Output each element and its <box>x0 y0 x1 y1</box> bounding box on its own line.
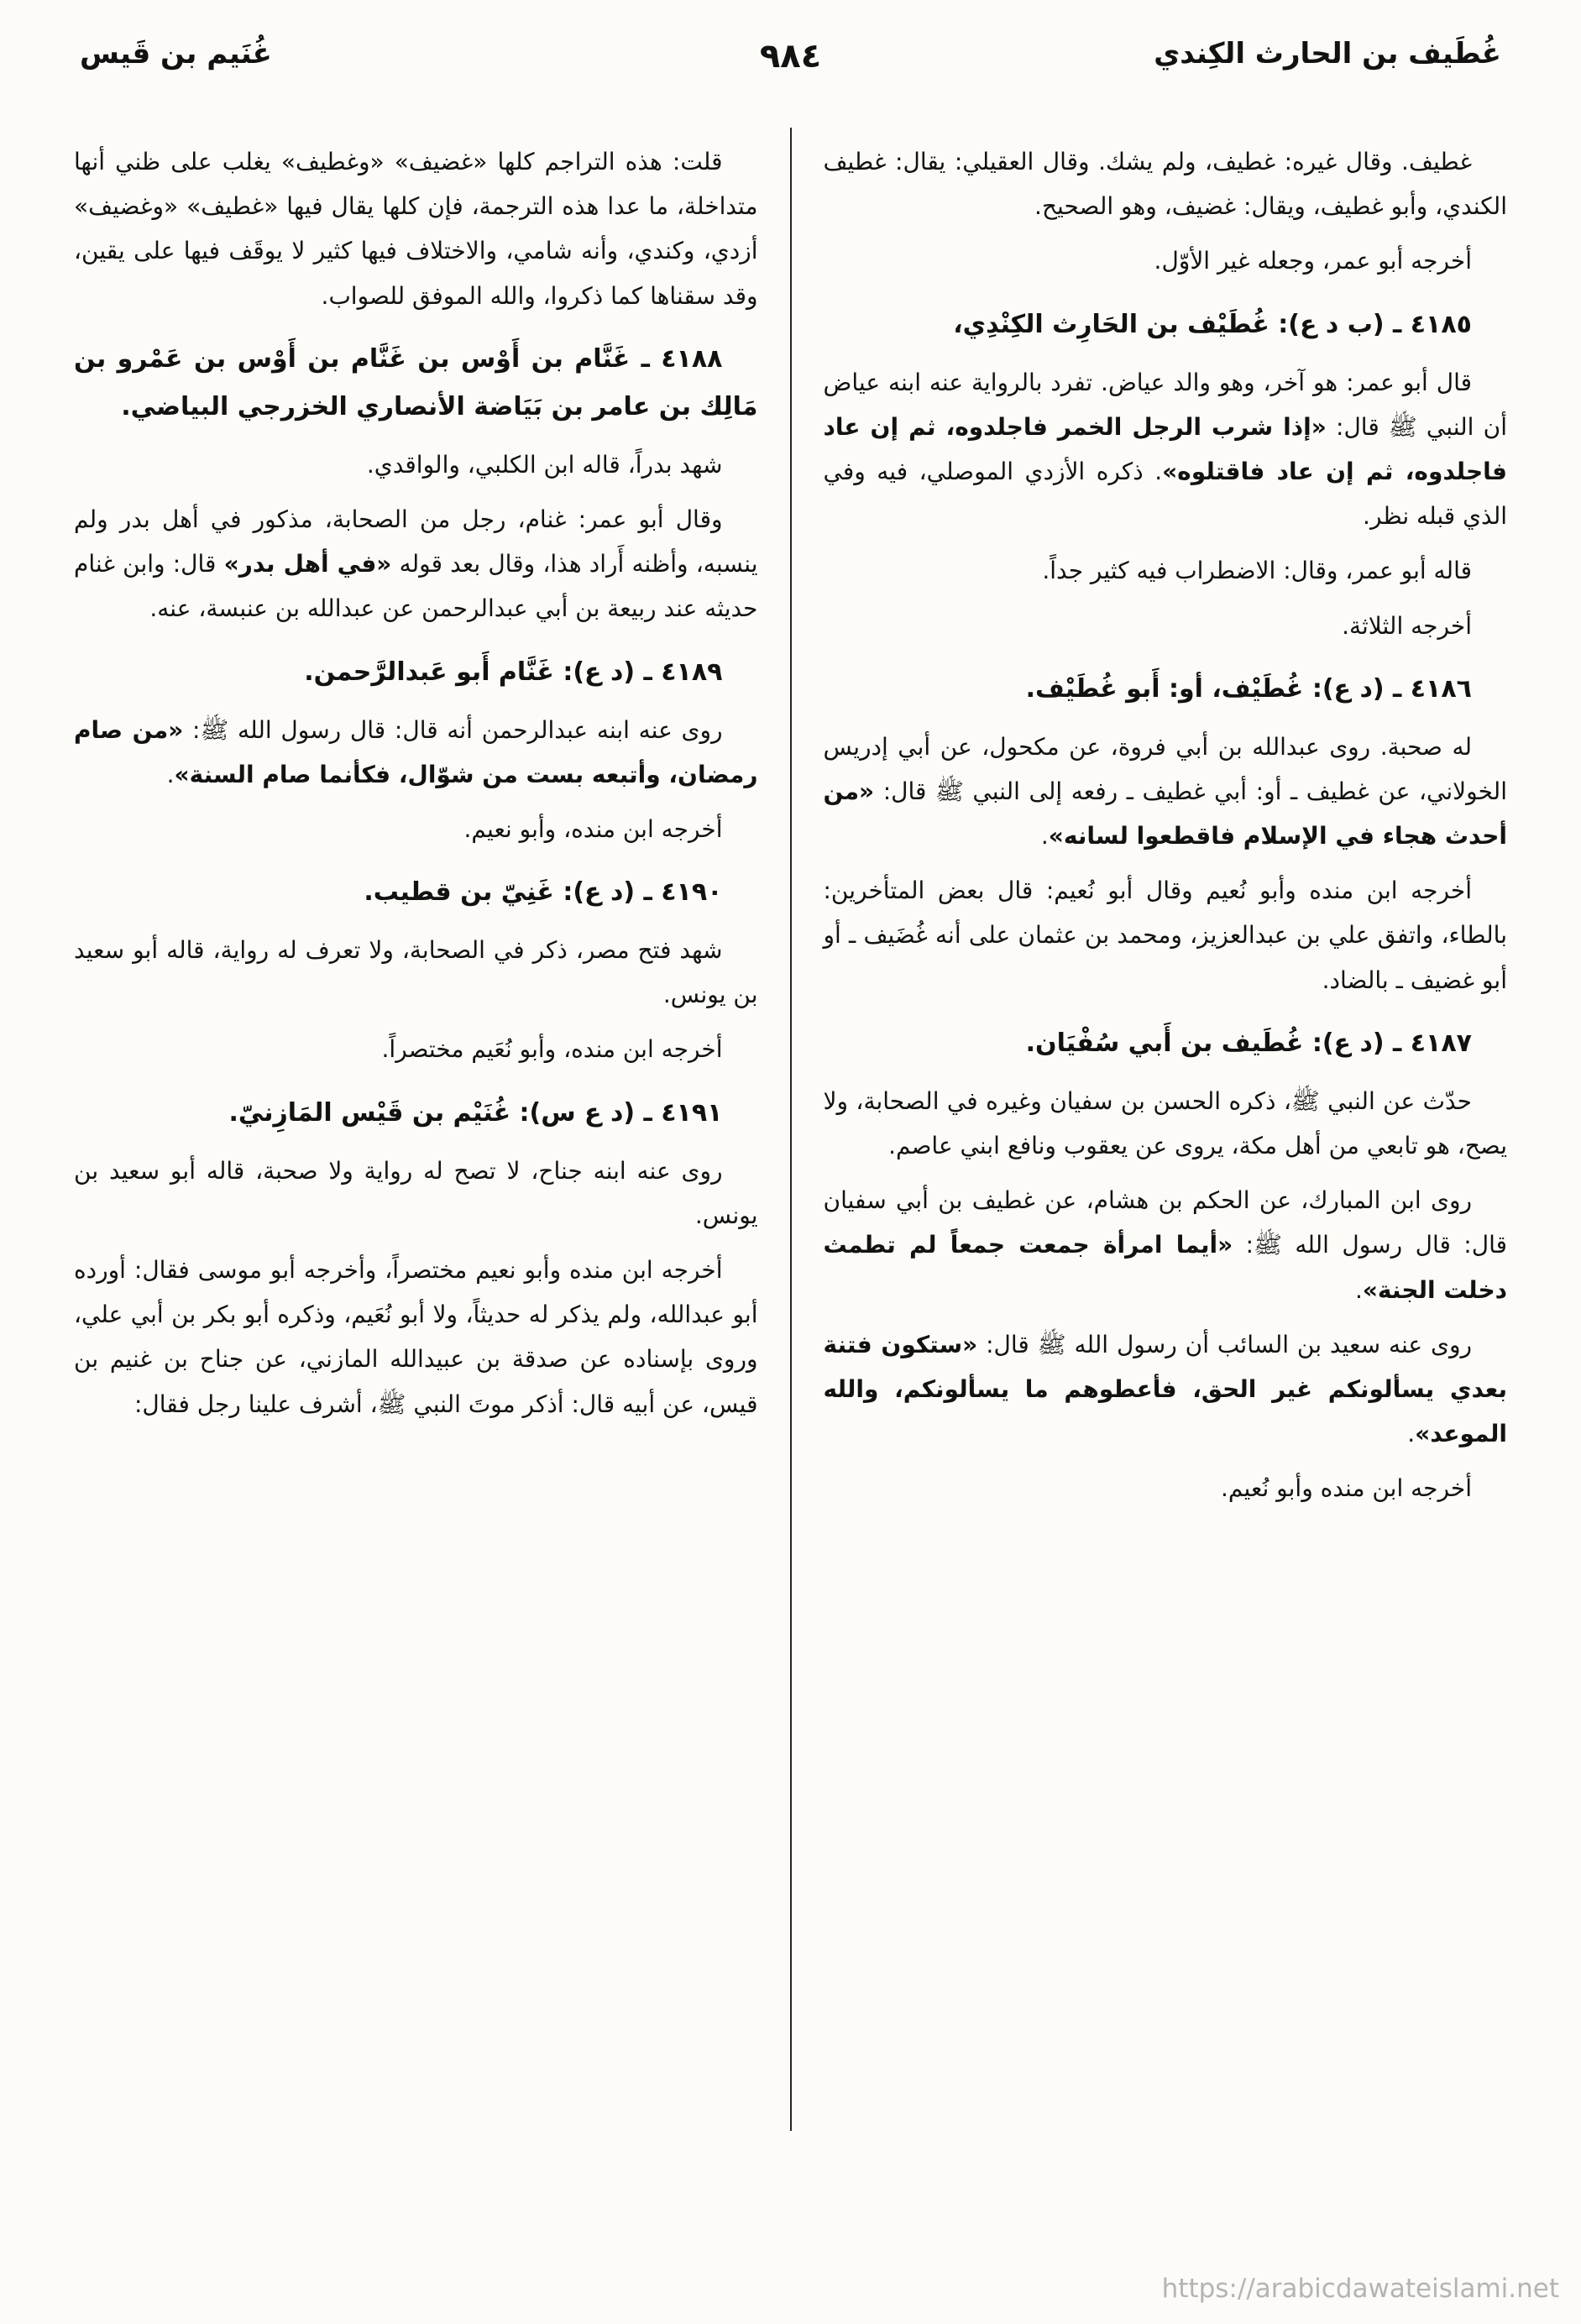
column-divider <box>790 128 792 2131</box>
text-run: روى عنه ابنه عبدالرحمن أنه قال: قال رسول الله ﷺ: <box>183 715 723 744</box>
entry-heading <box>74 648 758 696</box>
text-run: أخرجه ابن منده، وأبو نعيم. <box>463 814 723 843</box>
body-paragraph <box>824 1466 1508 1510</box>
bold-text: ٤١٩٠ ـ (د ع): غَنِيّ بن قطيب. <box>364 877 723 908</box>
text-run: شهد بدراً، قاله ابن الكلبي، والواقدي. <box>366 450 723 479</box>
body-paragraph <box>74 807 758 851</box>
body-paragraph <box>824 1178 1508 1312</box>
text-run: أخرجه ابن منده، وأبو نُعَيم مختصراً. <box>381 1035 723 1064</box>
entry-heading <box>824 1019 1508 1067</box>
page-number: ٩٨٤ <box>759 37 822 76</box>
page-header <box>80 37 1501 76</box>
text-run: . ذكره الأزدي الموصلي، فيه وفي الذي قبله نظر. <box>823 457 1507 531</box>
entry-heading <box>74 1089 758 1137</box>
body-paragraph <box>824 868 1508 1002</box>
entry-heading <box>824 665 1508 713</box>
body-paragraph <box>74 708 758 797</box>
bold-text: «في أهل بدر» <box>223 550 392 578</box>
text-run: روى عنه ابنه جناح، لا تصح له رواية ولا صحبة، قاله أبو سعيد بن يونس. <box>74 1156 758 1229</box>
bold-text: «أيما امرأة جمعت جمعاً لم تطمث دخلت الجنة» <box>823 1231 1507 1304</box>
bold-text: ٤١٩١ ـ (د ع س): غُنَيْم بن قَيْس المَازِنيّ. <box>228 1097 723 1128</box>
entry-heading <box>74 868 758 916</box>
text-run: روى ابن المبارك، عن الحكم بن هشام، عن غطيف بن أبي سفيان قال: قال رسول الله ﷺ: <box>823 1186 1507 1259</box>
body-paragraph <box>74 1149 758 1238</box>
body-paragraph <box>824 139 1508 228</box>
running-title-right: غُطَيف بن الحارث الكِندي <box>1154 37 1501 71</box>
text-run: قال أبو عمر: هو آخر، وهو والد عياض. تفرد بالرواية عنه ابنه عياض أن النبي ﷺ قال: <box>823 368 1507 441</box>
text-run: أخرجه ابن منده وأبو نعيم مختصراً، وأخرجه أبو موسى فقال: أورده أبو عبدالله، ولم يذكر له حديثاً، ولا أبو نُعَيم، وذكره أبو بكر بن أبي علي، وروى بإسناده عن صدقة بن عبيدالله المازني، عن جناح بن غنيم بن قيس، عن أبيه قال: أذكر موتَ النبي ﷺ، أشرف علينا رجل فقال: <box>74 1256 758 1418</box>
column-right <box>792 128 1508 2131</box>
body-paragraph <box>74 497 758 631</box>
body-paragraph <box>824 238 1508 283</box>
text-run: أخرجه الثلاثة. <box>1342 611 1472 640</box>
body-paragraph <box>74 1027 758 1071</box>
text-run: أخرجه ابن منده وأبو نُعيم. <box>1220 1474 1472 1503</box>
text-run: روى عنه سعيد بن السائب أن رسول الله ﷺ قال: <box>977 1330 1472 1358</box>
text-run: قال: وابن غنام حديثه عند ربيعة بن أبي عبدالرحمن عن عبدالله بن عنبسة، عنه. <box>74 550 758 623</box>
text-run: . <box>1040 822 1049 851</box>
running-title-left: غُنَيم بن قَيس <box>80 37 272 71</box>
text-run: قاله أبو عمر، وقال: الاضطراب فيه كثير جداً. <box>1042 557 1472 585</box>
bold-text: ٤١٨٦ ـ (د ع): غُطَيْف، أو: أَبو غُطَيْف. <box>1025 673 1472 704</box>
body-paragraph <box>824 1079 1508 1168</box>
entry-heading <box>824 301 1508 348</box>
text-run: . <box>1354 1275 1363 1304</box>
bold-text: ٤١٨٩ ـ (د ع): غَنَّام أَبو عَبدالرَّحمن. <box>304 657 723 687</box>
text-run: أخرجه أبو عمر، وجعله غير الأوّل. <box>1154 247 1472 275</box>
bold-text: ٤١٨٧ ـ (د ع): غُطَيف بن أَبي سُفْيَان. <box>1025 1028 1472 1058</box>
body-paragraph <box>824 725 1508 859</box>
body-paragraph <box>824 360 1508 539</box>
body-paragraph <box>824 1322 1508 1457</box>
bold-text: «إذا شرب الرجل الخمر فاجلدوه، ثم إن عاد فاجلدوه، ثم إن عاد فاقتلوه» <box>823 412 1507 485</box>
bold-text: «من أحدث هجاء في الإسلام فاقطعوا لسانه» <box>823 777 1507 851</box>
text-run: وقال أبو عمر: غنام، رجل من الصحابة، مذكور في أهل بدر ولم ينسبه، وأظنه أَراد هذا، وقال بعد قوله <box>74 505 758 578</box>
text-columns <box>74 128 1507 2131</box>
body-paragraph <box>74 139 758 318</box>
body-paragraph <box>74 1248 758 1426</box>
text-run: حدّث عن النبي ﷺ، ذكره الحسن بن سفيان وغيره في الصحابة، ولا يصح، هو تابعي من أهل مكة، يروى عن يعقوب ونافع ابني عاصم. <box>823 1086 1507 1159</box>
body-paragraph <box>74 928 758 1017</box>
watermark-url: https://arabicdawateislami.net <box>1161 2274 1559 2304</box>
column-left <box>74 128 790 2131</box>
text-run: شهد فتح مصر، ذكر في الصحابة، ولا تعرف له رواية، قاله أبو سعيد بن يونس. <box>74 936 758 1009</box>
text-run: . <box>1407 1420 1416 1448</box>
text-run: عَمْرو بن مَالِك بن عامر بن بَيَاضة الأنصاري الخزرجي البياضي. <box>74 343 758 421</box>
bold-text: ٤١٨٨ ـ غَنَّام بن أَوْس بن غَنَّام بن أَوْس بن <box>193 343 723 374</box>
bold-text: ٤١٨٥ ـ (ب د ع): غُطَيْف بن الحَارِث الكِنْدِي، <box>953 309 1472 339</box>
text-run: له صحبة. روى عبدالله بن أبي فروة، عن مكحول، عن أبي إدريس الخولاني، عن غطيف ـ أو: أبي غطيف ـ رفعه إلى النبي ﷺ قال: <box>823 732 1507 805</box>
text-run: . <box>166 760 175 788</box>
text-run: قلت: هذه التراجم كلها «غضيف» «وغطيف» يغلب على ظني أنها متداخلة، ما عدا هذه الترجمة، فإن كلها يقال فيها «غطيف» «وغضيف» أزدي، وكندي، وأنه شامي، والاختلاف فيها كثير لا يوقَف فيها على يقين، وقد سقناها كما ذكروا، والله الموفق للصواب. <box>74 148 758 310</box>
body-paragraph <box>74 442 758 487</box>
text-run: غطيف. وقال غيره: غطيف، ولم يشك. وقال العقيلي: يقال: غطيف الكندي، وأبو غطيف، ويقال: غضيف، وهو الصحيح. <box>823 148 1507 221</box>
entry-heading <box>74 335 758 431</box>
bold-text: «ستكون فتنة بعدي يسألونكم غير الحق، فأعطوهم ما يسألونكم، والله الموعد» <box>823 1330 1507 1448</box>
bold-text: «من صام رمضان، وأتبعه بست من شوّال، فكأنما صام السنة» <box>74 715 758 788</box>
text-run: أخرجه ابن منده وأبو نُعيم وقال أبو نُعيم: قال بعض المتأخرين: بالطاء، واتفق علي بن عبدالعزيز، ومحمد بن عثمان على أنه غُضَيف ـ أو أبو غضيف ـ بالضاد. <box>823 877 1507 994</box>
body-paragraph <box>824 548 1508 593</box>
body-paragraph <box>824 604 1508 648</box>
